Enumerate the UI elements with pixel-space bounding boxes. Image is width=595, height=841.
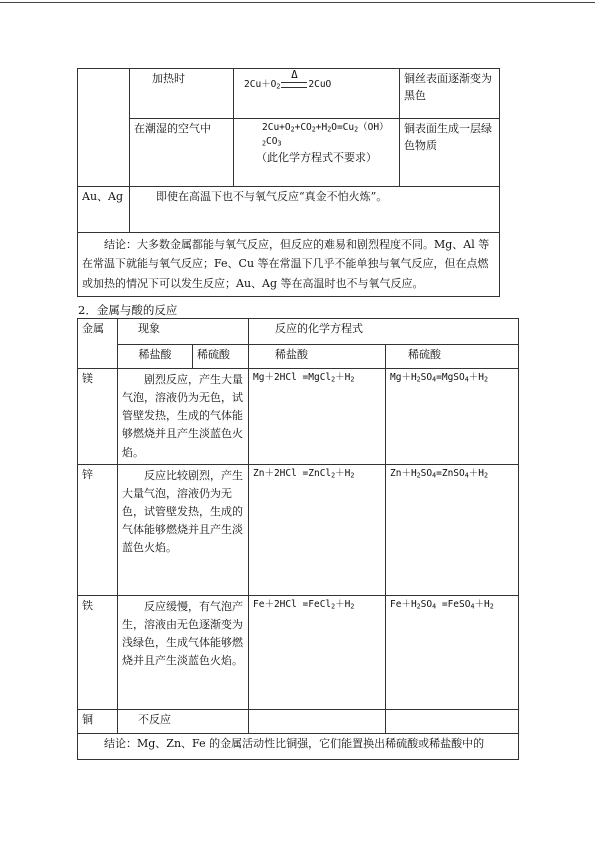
- header-metal: 金属: [78, 319, 118, 369]
- metal-cell-empty: [78, 69, 130, 187]
- acid-conclusion: 结论：Mg、Zn、Fe 的金属活动性比铜强，它们能置换出稀硫酸或稀盐酸中的: [78, 733, 519, 759]
- phenomenon-cell: [400, 119, 500, 187]
- metal-cell: 铜: [78, 709, 118, 733]
- table-row: [78, 187, 500, 233]
- au-ag-description: 即使在高温下也不与氧气反应“真金不怕火炼”。: [156, 190, 388, 203]
- hcl-equation: $Zn+2HCl =ZnCl_2+H_2$: [249, 464, 386, 595]
- header-hcl-equation: 稀盐酸: [249, 345, 386, 369]
- metal-au-ag: Au、Ag: [82, 190, 124, 203]
- table-row: [78, 119, 500, 187]
- page-top-rule: [0, 2, 595, 3]
- au-ag-description-cell: [130, 187, 500, 233]
- h2so4-equation: $Mg+H_2SO_4=MgSO_4+H_2$: [386, 369, 519, 465]
- equation-humid-air: $2Cu+O_2+CO_2+H_2O=Cu_2(OH)$ $_2CO_3$: [262, 122, 389, 148]
- table-header-row: [78, 319, 519, 345]
- phenomenon-humid-air: 铜表面生成一层绿色物质: [404, 122, 492, 152]
- h2so4-equation: $Fe+H_2SO_4$ $=FeSO_4+H_2$: [386, 595, 519, 709]
- conclusion-cell: [78, 233, 500, 297]
- condition-heating: 加热时: [152, 72, 185, 85]
- h2so4-equation: $Zn+H_2SO_4=ZnSO_4+H_2$: [386, 464, 519, 595]
- table-row: [78, 69, 500, 119]
- hcl-equation-empty: [249, 709, 386, 733]
- header-phenomenon: 现象: [118, 319, 249, 345]
- table-row: [78, 233, 500, 297]
- hcl-equation: $Fe+2HCl =FeCl_2+H_2$: [249, 595, 386, 709]
- metal-cell: 铁: [78, 595, 118, 709]
- condition-cell: [130, 119, 234, 187]
- header-h2so4-equation: 稀硫酸: [386, 345, 519, 369]
- condition-humid-air: 在潮湿的空气中: [134, 122, 211, 135]
- acid-reaction-table: [77, 318, 519, 760]
- equation-cell: [234, 119, 400, 187]
- hcl-equation: $Mg+2HCl =MgCl_2+H_2$: [249, 369, 386, 465]
- header-hcl-phenomenon: 稀盐酸: [118, 345, 193, 369]
- condition-cell: [130, 69, 234, 119]
- metal-cell: 镁: [78, 369, 118, 465]
- heating-condition-mark: Δ: [280, 71, 308, 92]
- header-h2so4-phenomenon: 稀硫酸: [193, 345, 249, 369]
- oxygen-reaction-table: [77, 68, 500, 297]
- h2so4-equation-empty: [386, 709, 519, 733]
- phenomenon-cell: 不反应: [118, 709, 249, 733]
- phenomenon-cell: 反应比较剧烈，产生大量气泡，溶液仍为无色，试管壁发热，生成的气体能够燃烧并且产生淡蓝色火焰。: [118, 464, 249, 595]
- table-row: [78, 595, 519, 709]
- table-row: [78, 464, 519, 595]
- section-title: 2．金属与酸的反应: [78, 303, 178, 317]
- phenomenon-cell: 剧烈反应，产生大量气泡，溶液仍为无色，试管壁发热，生成的气体能够燃烧并且产生淡蓝色火焰。: [118, 369, 249, 465]
- table-row: [78, 733, 519, 759]
- equation-heating: $2Cu+O_2$ Δ 2CuO: [244, 68, 332, 91]
- metal-cell: [78, 187, 130, 233]
- oxygen-conclusion: 结论：大多数金属都能与氧气反应，但反应的难易和剧烈程度不同。Mg、Al 等在常温下就能与氧气反应；Fe、Cu 等在常温下几乎不能单独与氧气反应，但在点燃或加热的情况下可以发生反应；Au、Ag 等在高温时也不与氧气反应。: [82, 238, 490, 290]
- metal-cell: 锌: [78, 464, 118, 595]
- equation-cell: [234, 69, 400, 119]
- equation-note: （此化学方程式不要求）: [256, 150, 377, 164]
- table-row: [78, 369, 519, 465]
- phenomenon-heating: 铜丝表面逐渐变为黑色: [404, 72, 492, 102]
- header-equation: 反应的化学方程式: [249, 319, 519, 345]
- table-row: [78, 709, 519, 733]
- phenomenon-cell: 反应缓慢，有气泡产生，溶液由无色逐渐变为浅绿色，生成气体能够燃烧并且产生淡蓝色火焰。: [118, 595, 249, 709]
- table-header-row: [78, 345, 519, 369]
- phenomenon-cell: [400, 69, 500, 119]
